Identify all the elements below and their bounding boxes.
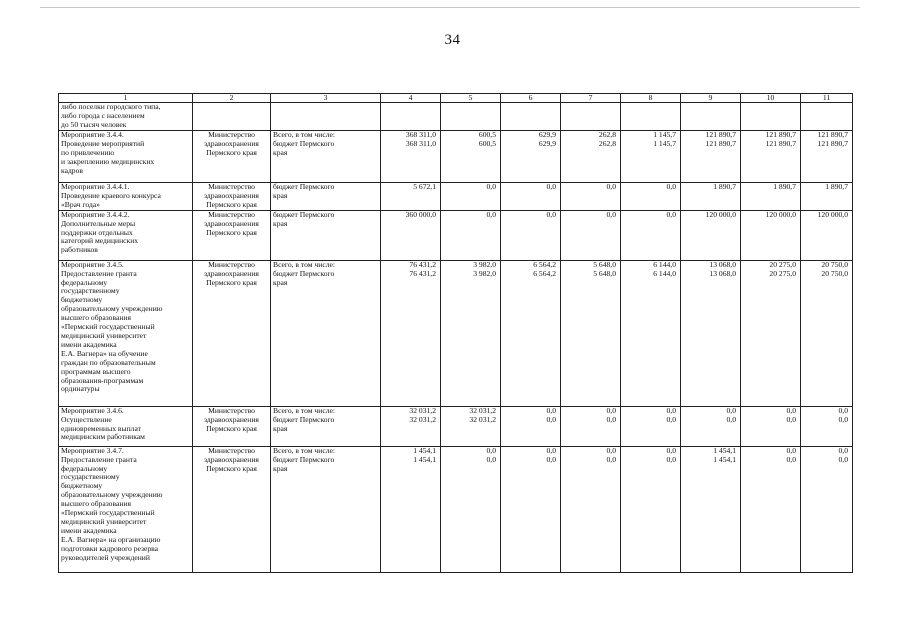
executor-line: здравоохранения <box>204 414 259 424</box>
amount-line: 0,0 <box>786 454 796 464</box>
activity-name-line: высшего образования <box>61 313 131 323</box>
funding-source-line: бюджет Пермского <box>273 210 335 219</box>
funding-source-line: края <box>273 190 288 200</box>
amount-cell <box>501 446 561 572</box>
amount-line: 121 890,7 <box>765 138 796 148</box>
executor-line: Министерство <box>208 210 255 219</box>
activity-name-line: Дополнительные меры <box>61 218 136 228</box>
amount-cell <box>501 103 561 131</box>
activity-name-line: Мероприятие 3.4.4. <box>61 130 124 139</box>
funding-source-line: Всего, в том числе: <box>273 260 335 269</box>
funding-source-line: края <box>273 423 288 433</box>
activity-name-cell <box>59 183 193 211</box>
amount-cell <box>741 406 801 446</box>
activity-name-line: Мероприятие 3.4.4.2. <box>61 210 130 219</box>
executor-line: здравоохранения <box>204 138 259 148</box>
activity-name-line: Предоставление гранта <box>61 268 137 278</box>
activity-name-line: высшего образования <box>61 499 131 509</box>
executor-line: Пермского края <box>206 227 257 237</box>
amount-line: 5 648,0 <box>593 260 616 269</box>
amount-line: 0,0 <box>546 406 556 415</box>
amount-cell <box>741 131 801 183</box>
activity-name-line: поддержки отдельных <box>61 227 133 237</box>
funding-source-cell <box>271 446 381 572</box>
amount-cell <box>621 446 681 572</box>
amount-line: 32 031,2 <box>469 406 496 415</box>
activity-name-line: категорий медицинских <box>61 236 139 246</box>
amount-cell <box>441 131 501 183</box>
amount-cell <box>561 131 621 183</box>
activity-name-line: образовательному учреждению <box>61 304 163 314</box>
table-body <box>59 103 853 573</box>
amount-line: 20 275,0 <box>769 268 796 278</box>
amount-line: 121 890,7 <box>817 138 848 148</box>
activity-name-cell <box>59 210 193 260</box>
amount-cell <box>441 183 501 211</box>
executor-cell <box>193 131 271 183</box>
amount-line: 0,0 <box>786 446 796 455</box>
funding-source-line: края <box>273 218 288 228</box>
amount-cell <box>501 406 561 446</box>
funding-source-line: бюджет Пермского <box>273 182 335 191</box>
activity-name-line: Мероприятие 3.4.7. <box>61 446 124 455</box>
amount-line: 32 031,2 <box>409 406 436 415</box>
column-number: 9 <box>681 94 741 103</box>
activity-name-line: «Пермский государственный <box>61 322 155 332</box>
funding-source-line: края <box>273 147 288 157</box>
executor-cell <box>193 210 271 260</box>
funding-source-line: края <box>273 463 288 473</box>
activity-name-line: «Пермский государственный <box>61 508 155 518</box>
executor-line: здравоохранения <box>204 454 259 464</box>
amount-cell <box>381 210 441 260</box>
amount-cell <box>621 183 681 211</box>
amount-line: 76 431,2 <box>409 268 436 278</box>
amount-line: 1 454,1 <box>713 446 736 455</box>
amount-line: 0,0 <box>726 414 736 424</box>
column-number: 10 <box>741 94 801 103</box>
amount-line: 1 145,7 <box>653 130 676 139</box>
activity-name-line: ординатуры <box>61 384 100 394</box>
column-number: 7 <box>561 94 621 103</box>
activity-name-cell <box>59 103 193 131</box>
amount-line: 0,0 <box>606 210 616 219</box>
amount-line: 76 431,2 <box>409 260 436 269</box>
executor-line: здравоохранения <box>204 190 259 200</box>
activity-name-line: медицинским работникам <box>61 432 145 442</box>
amount-line: 6 564,2 <box>533 260 556 269</box>
amount-cell <box>621 260 681 406</box>
activity-name-line: Мероприятие 3.4.4.1. <box>61 182 130 191</box>
amount-line: 629,9 <box>538 130 556 139</box>
activity-name-line: до 50 тысяч человек <box>61 119 127 129</box>
amount-line: 121 890,7 <box>765 130 796 139</box>
amount-cell <box>801 210 853 260</box>
activity-name-line: федеральному <box>61 277 108 287</box>
activity-name-line: Предоставление гранта <box>61 454 137 464</box>
amount-cell <box>561 103 621 131</box>
amount-line: 0,0 <box>838 406 848 415</box>
table-row <box>59 406 853 446</box>
amount-line: 3 982,0 <box>473 268 496 278</box>
top-rule <box>40 7 860 8</box>
amount-line: 0,0 <box>666 414 676 424</box>
amount-line: 368 311,0 <box>405 130 436 139</box>
amount-line: 360 000,0 <box>405 210 436 219</box>
amount-line: 20 275,0 <box>769 260 796 269</box>
activity-name-cell <box>59 446 193 572</box>
amount-cell <box>501 210 561 260</box>
amount-cell <box>681 406 741 446</box>
executor-cell <box>193 406 271 446</box>
column-number: 1 <box>59 94 193 103</box>
amount-cell <box>441 446 501 572</box>
amount-cell <box>381 131 441 183</box>
amount-line: 1 454,1 <box>413 454 436 464</box>
activity-name-line: работников <box>61 245 98 255</box>
activity-name-line: либо поселки городского типа, <box>61 102 161 111</box>
activity-name-line: образовательному учреждению <box>61 490 163 500</box>
amount-cell <box>621 210 681 260</box>
amount-line: 0,0 <box>606 454 616 464</box>
amount-line: 0,0 <box>546 414 556 424</box>
amount-line: 0,0 <box>666 406 676 415</box>
amount-cell <box>681 131 741 183</box>
activity-name-line: бюджетному <box>61 481 103 491</box>
amount-line: 0,0 <box>486 446 496 455</box>
amount-line: 0,0 <box>546 454 556 464</box>
amount-line: 13 068,0 <box>709 268 736 278</box>
amount-cell <box>681 183 741 211</box>
amount-line: 0,0 <box>838 414 848 424</box>
amount-line: 1 454,1 <box>413 446 436 455</box>
activity-name-line: по привлечению <box>61 147 115 157</box>
activity-name-cell <box>59 260 193 406</box>
amount-line: 1 454,1 <box>713 454 736 464</box>
funding-source-cell <box>271 183 381 211</box>
activity-name-line: федеральному <box>61 463 108 473</box>
amount-line: 32 031,2 <box>469 414 496 424</box>
activity-name-line: кадров <box>61 165 83 175</box>
amount-line: 0,0 <box>666 454 676 464</box>
amount-cell <box>801 406 853 446</box>
executor-line: Пермского края <box>206 423 257 433</box>
activity-name-line: программам высшего <box>61 366 131 376</box>
activity-name-line: медицинский университет <box>61 330 147 340</box>
amount-cell <box>561 183 621 211</box>
amount-line: 1 890,7 <box>773 182 796 191</box>
executor-line: Пермского края <box>206 199 257 209</box>
amount-line: 121 890,7 <box>817 130 848 139</box>
funding-source-cell <box>271 131 381 183</box>
amount-cell <box>681 446 741 572</box>
amount-cell <box>681 210 741 260</box>
executor-line: Министерство <box>208 260 255 269</box>
amount-cell <box>561 260 621 406</box>
amount-line: 1 890,7 <box>713 182 736 191</box>
activity-name-line: Проведение мероприятий <box>61 138 145 148</box>
executor-cell <box>193 260 271 406</box>
amount-cell <box>561 406 621 446</box>
amount-cell <box>741 210 801 260</box>
funding-source-line: бюджет Пермского <box>273 268 335 278</box>
amount-cell <box>381 406 441 446</box>
amount-cell <box>801 131 853 183</box>
amount-line: 600,5 <box>478 130 496 139</box>
activity-name-line: либо города с населением <box>61 110 145 120</box>
amount-cell <box>441 260 501 406</box>
funding-source-cell <box>271 406 381 446</box>
amount-cell <box>501 183 561 211</box>
executor-line: Министерство <box>208 182 255 191</box>
table-row <box>59 103 853 131</box>
activity-name-line: Е.А. Вагнера» на обучение <box>61 348 148 358</box>
activity-name-line: образования-программам <box>61 375 144 385</box>
executor-cell <box>193 103 271 131</box>
amount-cell <box>621 131 681 183</box>
amount-line: 0,0 <box>786 406 796 415</box>
executor-line: Пермского края <box>206 463 257 473</box>
amount-cell <box>501 131 561 183</box>
amount-cell <box>561 446 621 572</box>
amount-line: 0,0 <box>546 210 556 219</box>
amount-line: 0,0 <box>838 446 848 455</box>
activity-name-line: подготовки кадрового резерва <box>61 543 159 553</box>
activity-name-line: государственному <box>61 286 120 296</box>
amount-line: 600,5 <box>478 138 496 148</box>
activity-name-line: единовременных выплат <box>61 423 141 433</box>
amount-line: 121 890,7 <box>705 138 736 148</box>
amount-line: 13 068,0 <box>709 260 736 269</box>
executor-line: Министерство <box>208 446 255 455</box>
amount-line: 1 890,7 <box>825 182 848 191</box>
amount-line: 6 144,0 <box>653 268 676 278</box>
activity-name-line: медицинский университет <box>61 516 147 526</box>
amount-line: 0,0 <box>786 414 796 424</box>
amount-line: 32 031,2 <box>409 414 436 424</box>
amount-cell <box>381 183 441 211</box>
activity-name-line: руководителей учреждений <box>61 552 150 562</box>
amount-line: 0,0 <box>606 182 616 191</box>
activity-name-cell <box>59 131 193 183</box>
activity-name-cell <box>59 406 193 446</box>
executor-line: Пермского края <box>206 277 257 287</box>
amount-line: 262,8 <box>598 138 616 148</box>
amount-cell <box>741 260 801 406</box>
amount-line: 0,0 <box>486 182 496 191</box>
funding-source-line: Всего, в том числе: <box>273 446 335 455</box>
amount-line: 0,0 <box>606 414 616 424</box>
funding-source-cell <box>271 260 381 406</box>
amount-line: 6 564,2 <box>533 268 556 278</box>
table-row <box>59 446 853 572</box>
amount-line: 3 982,0 <box>473 260 496 269</box>
table-row <box>59 260 853 406</box>
amount-line: 0,0 <box>666 446 676 455</box>
amount-line: 120 000,0 <box>705 210 736 219</box>
column-number: 5 <box>441 94 501 103</box>
amount-line: 6 144,0 <box>653 260 676 269</box>
funding-source-line: бюджет Пермского <box>273 138 335 148</box>
amount-line: 20 750,0 <box>821 268 848 278</box>
executor-cell <box>193 446 271 572</box>
amount-cell <box>741 103 801 131</box>
column-number-row <box>59 94 853 103</box>
amount-line: 0,0 <box>486 454 496 464</box>
amount-cell <box>801 446 853 572</box>
amount-line: 0,0 <box>546 446 556 455</box>
amount-cell <box>801 183 853 211</box>
table-row <box>59 210 853 260</box>
executor-cell <box>193 183 271 211</box>
amount-cell <box>381 260 441 406</box>
amount-line: 0,0 <box>606 406 616 415</box>
amount-cell <box>381 446 441 572</box>
activity-name-line: Е.А. Вагнера» на организацию <box>61 534 161 544</box>
amount-line: 120 000,0 <box>817 210 848 219</box>
amount-cell <box>501 260 561 406</box>
funding-source-line: бюджет Пермского <box>273 454 335 464</box>
amount-cell <box>741 446 801 572</box>
activity-name-line: Осуществление <box>61 414 112 424</box>
budget-table <box>58 93 853 573</box>
executor-line: Министерство <box>208 130 255 139</box>
amount-cell <box>621 103 681 131</box>
executor-line: здравоохранения <box>204 218 259 228</box>
amount-line: 0,0 <box>546 182 556 191</box>
column-number: 6 <box>501 94 561 103</box>
amount-cell <box>621 406 681 446</box>
amount-line: 0,0 <box>838 454 848 464</box>
amount-line: 0,0 <box>666 182 676 191</box>
amount-line: 262,8 <box>598 130 616 139</box>
amount-cell <box>561 210 621 260</box>
amount-cell <box>681 260 741 406</box>
amount-line: 120 000,0 <box>765 210 796 219</box>
amount-line: 1 145,7 <box>653 138 676 148</box>
amount-cell <box>441 103 501 131</box>
amount-line: 0,0 <box>486 210 496 219</box>
activity-name-line: имени академика <box>61 525 117 535</box>
amount-line: 5 648,0 <box>593 268 616 278</box>
amount-line: 629,9 <box>538 138 556 148</box>
executor-line: Пермского края <box>206 147 257 157</box>
table-row <box>59 131 853 183</box>
funding-source-line: бюджет Пермского <box>273 414 335 424</box>
amount-cell <box>441 210 501 260</box>
column-number: 4 <box>381 94 441 103</box>
amount-line: 368 311,0 <box>405 138 436 148</box>
column-number: 2 <box>193 94 271 103</box>
amount-line: 0,0 <box>606 446 616 455</box>
amount-cell <box>741 183 801 211</box>
page-number: 34 <box>444 32 461 48</box>
table-row <box>59 183 853 211</box>
funding-source-line: Всего, в том числе: <box>273 406 335 415</box>
activity-name-line: бюджетному <box>61 295 103 305</box>
column-number: 11 <box>801 94 853 103</box>
activity-name-line: «Врач года» <box>61 199 100 209</box>
column-number: 3 <box>271 94 381 103</box>
activity-name-line: Мероприятие 3.4.5. <box>61 260 124 269</box>
activity-name-line: государственному <box>61 472 120 482</box>
amount-cell <box>801 103 853 131</box>
funding-source-line: Всего, в том числе: <box>273 130 335 139</box>
amount-cell <box>801 260 853 406</box>
activity-name-line: Проведение краевого конкурса <box>61 190 161 200</box>
activity-name-line: и закреплению медицинских <box>61 156 155 166</box>
executor-line: здравоохранения <box>204 268 259 278</box>
funding-source-line: края <box>273 277 288 287</box>
executor-line: Министерство <box>208 406 255 415</box>
activity-name-line: Мероприятие 3.4.6. <box>61 406 124 415</box>
activity-name-line: граждан по образовательным <box>61 357 156 367</box>
amount-cell <box>441 406 501 446</box>
amount-line: 5 672,1 <box>413 182 436 191</box>
amount-cell <box>681 103 741 131</box>
amount-line: 0,0 <box>726 406 736 415</box>
amount-line: 0,0 <box>666 210 676 219</box>
funding-source-cell <box>271 210 381 260</box>
funding-source-cell <box>271 103 381 131</box>
column-number: 8 <box>621 94 681 103</box>
amount-cell <box>381 103 441 131</box>
amount-line: 20 750,0 <box>821 260 848 269</box>
amount-line: 121 890,7 <box>705 130 736 139</box>
activity-name-line: имени академика <box>61 339 117 349</box>
